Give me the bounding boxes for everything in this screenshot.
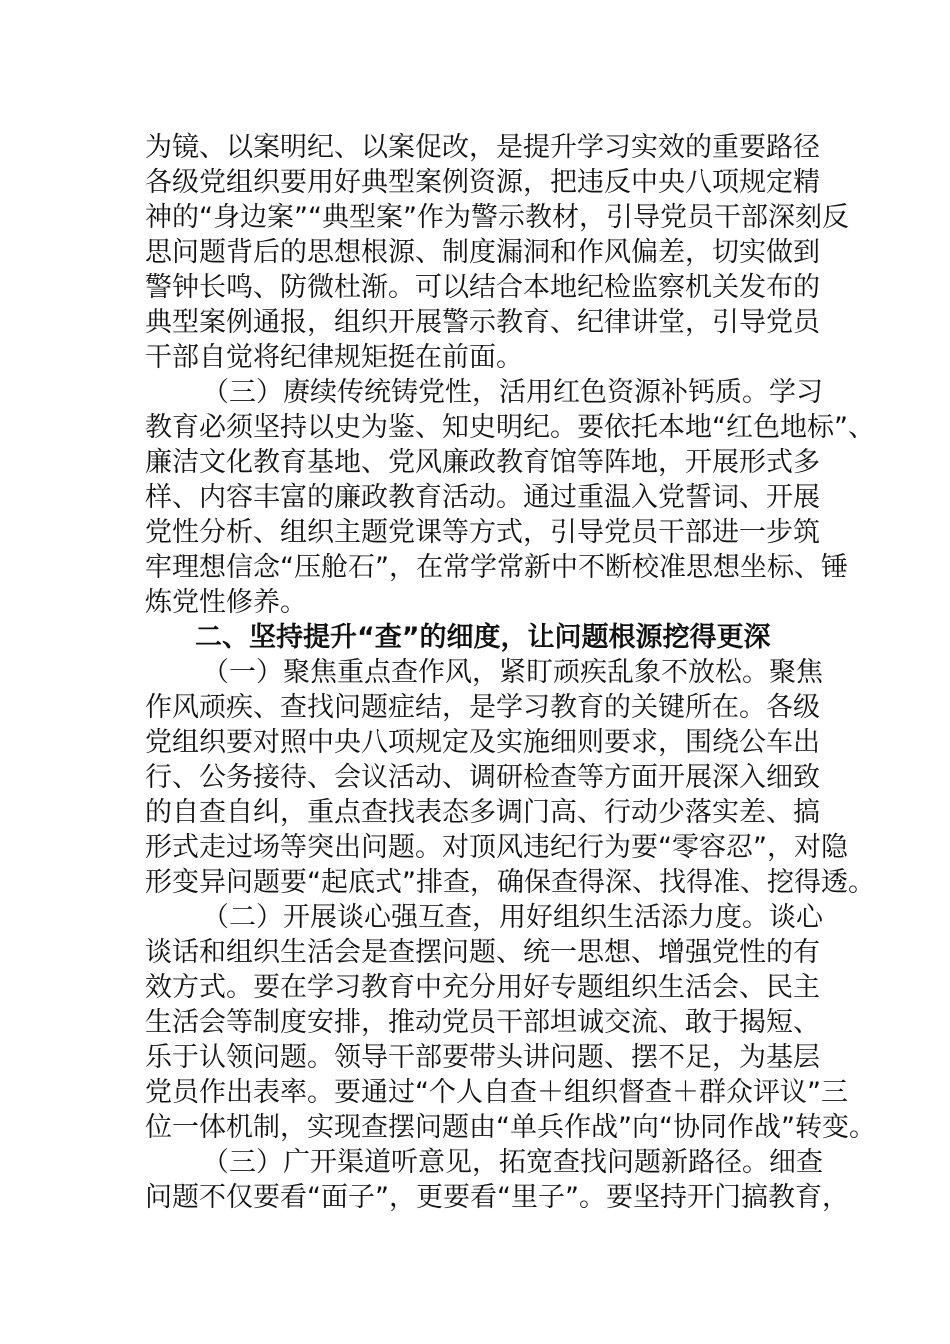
paragraph-line: 作风顽疾、查找问题症结，是学习教育的关键所在。各级 (145, 692, 820, 723)
paragraph-line: 效方式。要在学习教育中充分用好专题组织生活会、民主 (145, 972, 820, 1003)
paragraph-line: 行、公务接待、会议活动、调研检查等方面开展深入细致 (145, 762, 820, 793)
paragraph-line: 位一体机制，实现查摆问题由“单兵作战”向“协同作战”转变。 (145, 1112, 876, 1143)
subsection-2-first-line: （二）开展谈心强互查，用好组织生活添力度。谈心 (202, 902, 823, 933)
paragraph-line: 典型案例通报，组织开展警示教育、纪律讲堂，引导党员 (145, 307, 820, 338)
paragraph-line: 的自查自纠，重点查找表态多调门高、行动少落实差、搞 (145, 797, 820, 828)
paragraph-line: 神的“身边案”“典型案”作为警示教材，引导党员干部深刻反 (145, 202, 849, 233)
paragraph-line: 生活会等制度安排，推动党员干部坦诚交流、敢于揭短、 (145, 1007, 820, 1038)
section-heading: 二、坚持提升“查”的细度，让问题根源挖得更深 (195, 622, 771, 653)
paragraph-line: 炼党性修养。 (145, 587, 307, 618)
paragraph-line: 廉洁文化教育基地、党风廉政教育馆等阵地，开展形式多 (145, 447, 820, 478)
section-3-first-line: （三）赓续传统铸党性，活用红色资源补钙质。学习 (202, 377, 823, 408)
paragraph-line: 各级党组织要用好典型案例资源，把违反中央八项规定精 (145, 167, 820, 198)
paragraph-line: 样、内容丰富的廉政教育活动。通过重温入党誓词、开展 (145, 482, 820, 513)
subsection-3-first-line: （三）广开渠道听意见，拓宽查找问题新路径。细查 (202, 1147, 823, 1178)
paragraph-line: 教育必须坚持以史为鉴、知史明纪。要依托本地“红色地标”、 (145, 412, 875, 443)
paragraph-line: 牢理想信念“压舱石”，在常学常新中不断校准思想坐标、锤 (145, 552, 848, 583)
paragraph-line: 干部自觉将纪律规矩挺在前面。 (145, 342, 523, 373)
subsection-1-first-line: （一）聚焦重点查作风，紧盯顽疾乱象不放松。聚焦 (202, 657, 823, 688)
paragraph-line: 形式走过场等突出问题。对顶风违纪行为要“零容忍”，对隐 (145, 832, 848, 863)
paragraph-line: 党性分析、组织主题党课等方式，引导党员干部进一步筑 (145, 517, 820, 548)
paragraph-line: 谈话和组织生活会是查摆问题、统一思想、增强党性的有 (145, 937, 820, 968)
paragraph-line: 党员作出表率。要通过“个人自查＋组织督查＋群众评议”三 (145, 1077, 848, 1108)
paragraph-line: 乐于认领问题。领导干部要带头讲问题、摆不足，为基层 (145, 1042, 820, 1073)
paragraph-line: 思问题背后的思想根源、制度漏洞和作风偏差，切实做到 (145, 237, 820, 268)
paragraph-line: 为镜、以案明纪、以案促改，是提升学习实效的重要路径 (145, 132, 820, 163)
paragraph-line: 形变异问题要“起底式”排查，确保查得深、找得准、挖得透。 (145, 867, 875, 898)
paragraph-line: 问题不仅要看“面子”，更要看“里子”。要坚持开门搞教育， (145, 1182, 849, 1213)
paragraph-line: 警钟长鸣、防微杜渐。可以结合本地纪检监察机关发布的 (145, 272, 820, 303)
paragraph-line: 党组织要对照中央八项规定及实施细则要求，围绕公车出 (145, 727, 820, 758)
